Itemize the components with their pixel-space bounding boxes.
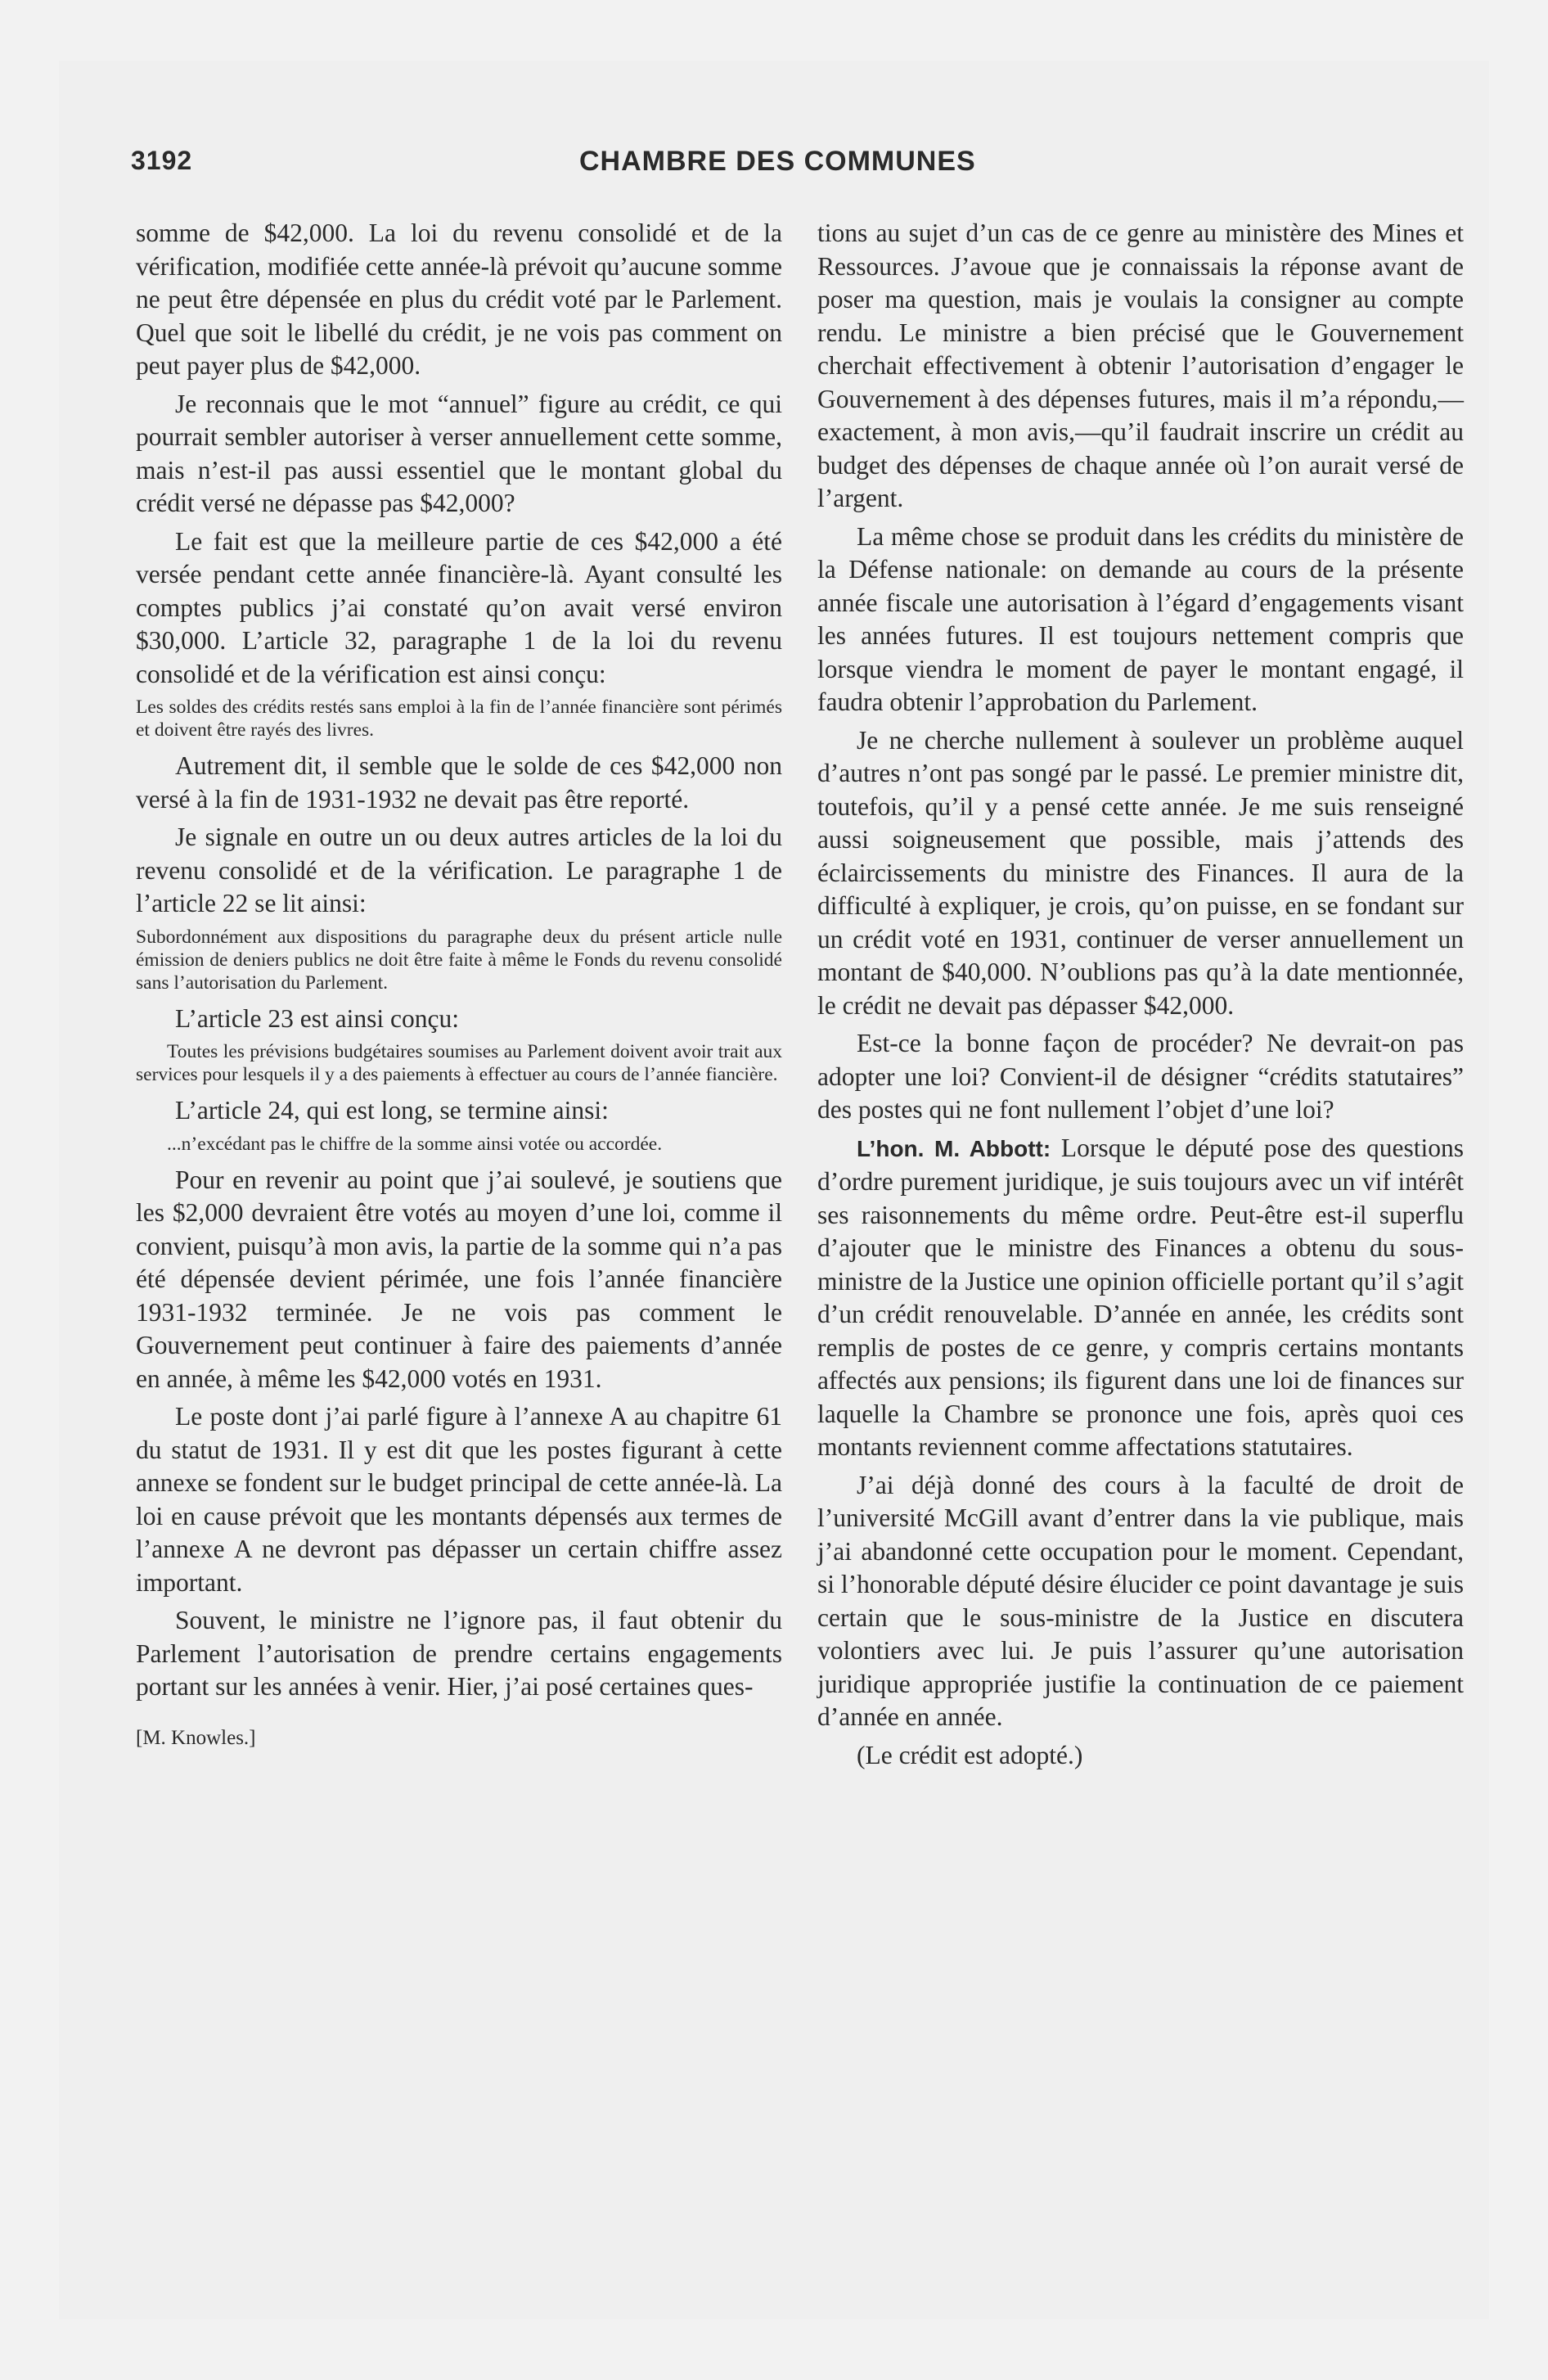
left-column bbox=[136, 217, 782, 1755]
page-number: 3192 bbox=[131, 146, 193, 175]
running-title: CHAMBRE DES COMMUNES bbox=[579, 146, 976, 177]
paragraph: L’article 23 est ainsi conçu: bbox=[175, 1003, 459, 1033]
speech-text: Lorsque le député pose des questions d’ordre purement juridique, je suis toujours avec un vif intérêt ses raisonnements du même ordre. Peut-être est-il superflu d’ajouter que le ministre des Finances a obtenu du sous-ministre de la Justice une opinion officielle portant qu’il s’agit d’un crédit renouvelable. D’année en année, les crédits sont remplis de postes de ce genre, y compris certains montants affectés aux pensions; ils figurent dans une loi de finances sur laquelle la Chambre se prononce une fois, après quoi ces montants reviennent comme affectations statutaires. bbox=[817, 1133, 1464, 1461]
paragraph: La même chose se produit dans les crédits du ministère de la Défense nationale: on demande au cours de la présente année fiscale une autorisation à l’égard d’engagements visant les années futures. Il est toujours nettement compris que lorsque viendra le moment de payer le montant engagé, il faudra obtenir l’approbation du Parlement. bbox=[817, 521, 1464, 716]
paragraph: Je reconnais que le mot “annuel” figure au crédit, ce qui pourrait sembler autoriser à verser annuellement cette somme, mais n’est-il pas aussi essentiel que le montant global du crédit versé ne dépasse pas $42,000? bbox=[136, 389, 782, 517]
paragraph: Autrement dit, il semble que le solde de ces $42,000 non versé à la fin de 1931-1932 ne devait pas être reporté. bbox=[136, 751, 782, 814]
paragraph: J’ai déjà donné des cours à la faculté de droit de l’université McGill avant d’entrer dans la vie publique, mais j’ai abandonné cette occupation pour le moment. Cependant, si l’honorable député désire élucider ce point davantage je suis certain que le sous-ministre de la Justice en discutera volontiers avec lui. Je puis l’assurer qu’une autorisation juridique appropriée justifie la continuation de ce paiement d’année en année. bbox=[817, 1470, 1464, 1731]
paragraph: Le poste dont j’ai parlé figure à l’annexe A au chapitre 61 du statut de 1931. Il y est dit que les postes figurant à cette annexe se fondent sur le budget principal de cette année-là. La loi en cause prévoit que les montants dépensés aux termes de l’annexe A ne devront pas dépasser un certain chiffre assez important. bbox=[136, 1402, 782, 1597]
paragraph: Est-ce la bonne façon de procéder? Ne devrait-on pas adopter une loi? Convient-il de désigner “crédits statutaires” des postes qui ne font nullement l’objet d’une loi? bbox=[817, 1029, 1464, 1124]
page-header bbox=[131, 146, 1481, 195]
vote-outcome: (Le crédit est adopté.) bbox=[857, 1740, 1083, 1769]
paragraph: L’article 24, qui est long, se termine ainsi: bbox=[175, 1096, 609, 1125]
statute-quote: Subordonnément aux dispositions du paragraphe deux du présent article nulle émission de deniers publics ne doit être faite à même le Fonds du revenu consolidé sans l’autorisation du Parlement. bbox=[136, 926, 782, 994]
speaker-attribution: [M. Knowles.] bbox=[136, 1726, 256, 1749]
paragraph: Je ne cherche nullement à soulever un problème auquel d’autres n’ont pas songé par le passé. Le premier ministre dit, toutefois, qu’il y a pensé cette année. Je me suis renseigné aussi soigneusement que possible, mais j’attends des éclaircissements du ministre des Finances. Il aura de la difficulté à expliquer, je crois, qu’on puisse, en se fondant sur un crédit voté en 1931, continuer de verser annuellement un montant de $40,000. N’oublions pas qu’à la date mentionnée, le crédit ne devait pas dépasser $42,000. bbox=[817, 725, 1464, 1020]
statute-quote: Toutes les prévisions budgétaires soumises au Parlement doivent avoir trait aux services pour lesquels il y a des paiements à effectuer au cours de l’année fiancière. bbox=[136, 1041, 782, 1085]
speaker-name: L’hon. M. Abbott: bbox=[857, 1135, 1051, 1161]
paragraph: Pour en revenir au point que j’ai soulevé, je soutiens que les $2,000 devraient être votés au moyen d’une loi, comme il convient, puisqu’à mon avis, la partie de la somme qui n’a pas été dépensée devient périmée, une fois l’année financière 1931-1932 terminée. Je ne vois pas comment le Gouvernement peut continuer à faire des paiements d’année en année, à même les $42,000 votés en 1931. bbox=[136, 1165, 782, 1393]
speaker-paragraph bbox=[817, 1132, 1464, 1464]
paragraph: somme de $42,000. La loi du revenu consolidé et de la vérification, modifiée cette année-là prévoit qu’aucune somme ne peut être dépensée en plus du crédit voté par le Parlement. Quel que soit le libellé du crédit, je ne vois pas comment on peut payer plus de $42,000. bbox=[136, 219, 782, 380]
paragraph: tions au sujet d’un cas de ce genre au ministère des Mines et Ressources. J’avoue que je connaissais la réponse avant de poser ma question, mais je voulais la consigner au compte rendu. Le ministre a bien précisé que le Gouvernement cherchait effectivement à obtenir l’autorisation d’engager le Gouvernement à des dépenses futures, mais il m’a répondu,—exactement, à mon avis,—qu’il faudrait inscrire un crédit au budget des dépenses de chaque année où l’on aurait versé de l’argent. bbox=[817, 219, 1464, 512]
statute-quote: Les soldes des crédits restés sans emploi à la fin de l’année financière sont périmés et doivent être rayés des livres. bbox=[136, 696, 782, 741]
right-column bbox=[817, 217, 1464, 1777]
paragraph: Je signale en outre un ou deux autres articles de la loi du revenu consolidé et de la vérification. Le paragraphe 1 de l’article 22 se lit ainsi: bbox=[136, 823, 782, 917]
paragraph: Le fait est que la meilleure partie de ces $42,000 a été versée pendant cette année financière-là. Ayant consulté les comptes publics j’ai constaté qu’on avait versé environ $30,000. L’article 32, paragraphe 1 de la loi du revenu consolidé et de la vérification est ainsi conçu: bbox=[136, 526, 782, 688]
statute-quote: ...n’excédant pas le chiffre de la somme ainsi votée ou accordée. bbox=[167, 1133, 663, 1155]
paragraph: Souvent, le ministre ne l’ignore pas, il faut obtenir du Parlement l’autorisation de prendre certains engagements portant sur les années à venir. Hier, j’ai posé certaines ques- bbox=[136, 1606, 782, 1701]
